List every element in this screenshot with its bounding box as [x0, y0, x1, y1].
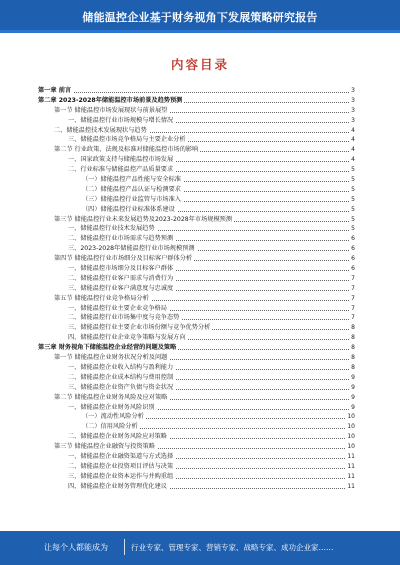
toc-entry-label: 第一节 储能温控市场发展现状与前景展望 — [54, 106, 168, 114]
toc-entry-label: 一、储能温控企业融资渠道与方式选择 — [68, 452, 174, 460]
toc-entry-page: 7 — [351, 274, 355, 282]
toc-entry-page: 7 — [351, 294, 355, 302]
toc-entry[interactable] — [38, 155, 355, 165]
toc-entry-page: 10 — [347, 443, 355, 451]
toc-entry[interactable] — [38, 96, 355, 106]
toc-entry-label: （三）储能温控行业监管与市场准入 — [82, 195, 181, 203]
toc-entry[interactable] — [38, 403, 355, 413]
toc-entry[interactable] — [38, 244, 355, 254]
toc-entry-page: 6 — [351, 235, 355, 243]
toc-entry-label: 三、储能温控行业主要企业市场份额与竞争优势分析 — [68, 324, 211, 332]
toc-entry-page: 5 — [351, 195, 355, 203]
toc-entry-label: 第二节 行业政策、法规及标准对储能温控市场的影响 — [54, 146, 199, 154]
toc-entry-label: 三、储能温控市场竞争格局与主要企业分析 — [68, 136, 186, 144]
toc-entry-page: 5 — [351, 176, 355, 184]
toc-entry-label: 第五节 储能温控行业竞争格局分析 — [54, 294, 149, 302]
toc-entry-label: 二、储能温控技术发展现状与趋势 — [54, 126, 147, 134]
toc-entry-page: 3 — [351, 116, 355, 124]
footer-divider — [124, 539, 125, 555]
toc-entry-label: 第二章 2023-2028年储能温控市场前景及趋势预测 — [38, 96, 183, 104]
toc-entry-label: 第三节 储能温控企业融资与投资策略 — [54, 443, 155, 451]
toc-entry-label: 一、储能温控行业主要企业竞争格局 — [68, 304, 167, 312]
toc-entry-label: 一、储能温控企业收入结构与盈利能力 — [68, 363, 174, 371]
toc-entry-page: 7 — [351, 314, 355, 322]
toc-entry-page: 8 — [351, 344, 355, 352]
toc-entry-page: 9 — [351, 393, 355, 401]
toc-entry-label: 一、国家政策支持与储能温控市场发展 — [68, 156, 174, 164]
toc-entry-page: 7 — [351, 304, 355, 312]
toc-entry[interactable] — [38, 393, 355, 403]
toc-entry[interactable] — [38, 462, 355, 472]
toc-entry[interactable] — [38, 116, 355, 126]
toc-entry[interactable] — [38, 294, 355, 304]
toc-entry[interactable] — [38, 135, 355, 145]
toc-entry-label: 第四节 储能温控行业市场细分及目标客户群体分析 — [54, 255, 193, 263]
toc-entry-label: 二、行业标准与储能温控产品质量要求 — [68, 166, 174, 174]
toc-entry-page: 9 — [351, 373, 355, 381]
toc-entry-page: 10 — [347, 423, 355, 431]
toc-entry-label: 一、储能温控市场细分及目标客户群体 — [68, 265, 174, 273]
toc-entry-page: 8 — [351, 334, 355, 342]
toc-entry-page: 11 — [347, 482, 355, 490]
toc-entry-label: 三、2023-2028年储能温控行业市场规模预测 — [68, 245, 195, 253]
toc-entry-page: 7 — [351, 284, 355, 292]
header-stripe — [0, 30, 400, 33]
toc-entry-page: 4 — [351, 156, 355, 164]
toc-entry-page: 6 — [351, 245, 355, 253]
report-footer — [0, 531, 400, 565]
toc-entry[interactable] — [38, 86, 355, 96]
toc-entry-page: 11 — [347, 462, 355, 470]
report-title: 储能温控企业基于财务视角下发展策略研究报告 — [82, 11, 318, 24]
toc-entry[interactable] — [38, 145, 355, 155]
toc-entry-label: 二、储能温控行业客户需求与消费行为 — [68, 274, 174, 282]
toc-entry[interactable] — [38, 185, 355, 195]
toc-entry[interactable] — [38, 126, 355, 136]
toc-entry[interactable] — [38, 333, 355, 343]
toc-entry[interactable] — [38, 215, 355, 225]
toc-entry[interactable] — [38, 313, 355, 323]
toc-entry-label: 三、储能温控行业客户满意度与忠诚度 — [68, 284, 174, 292]
toc-entry-page: 11 — [347, 452, 355, 460]
toc-entry-label: （四）储能温控行业标准体系建设 — [82, 205, 175, 213]
toc-entry[interactable] — [38, 422, 355, 432]
toc-entry-label: 二、储能温控行业市场需求与趋势预测 — [68, 235, 174, 243]
toc-entry[interactable] — [38, 224, 355, 234]
toc-entry[interactable] — [38, 482, 355, 492]
toc-entry-page: 5 — [351, 225, 355, 233]
toc-entry-page: 3 — [351, 96, 355, 104]
toc-entry[interactable] — [38, 363, 355, 373]
toc-entry-label: （二）储能温控产品认证与检测要求 — [82, 185, 181, 193]
toc-entry-page: 4 — [351, 136, 355, 144]
toc-entry-label: 四、储能温控行业企业竞争策略与发展方向 — [68, 334, 186, 342]
toc-entry-page: 9 — [351, 403, 355, 411]
toc-entry[interactable] — [38, 254, 355, 264]
toc-entry[interactable] — [38, 432, 355, 442]
toc-entry[interactable] — [38, 472, 355, 482]
toc-entry-label: 二、储能温控企业财务风险应对策略 — [68, 433, 167, 441]
toc-entry-page: 3 — [351, 106, 355, 114]
toc-entry-page: 5 — [351, 185, 355, 193]
toc-entry[interactable] — [38, 234, 355, 244]
toc-entry[interactable] — [38, 412, 355, 422]
toc-entry-page: 10 — [347, 433, 355, 441]
toc-entry[interactable] — [38, 373, 355, 383]
toc-entry[interactable] — [38, 284, 355, 294]
toc-entry-page: 8 — [351, 363, 355, 371]
toc-entry-label: 第三节 储能温控行业未来发展趋势及2023-2028年市场规模预测 — [54, 215, 233, 223]
toc-entry-label: 一、储能温控企业财务风险识别 — [68, 403, 155, 411]
toc-entry-page: 11 — [347, 472, 355, 480]
toc-entry-page: 5 — [351, 205, 355, 213]
toc-entry[interactable] — [38, 175, 355, 185]
toc-entry-page: 6 — [351, 255, 355, 263]
toc-entry-page: 9 — [351, 383, 355, 391]
toc-entry[interactable] — [38, 205, 355, 215]
toc-heading: 内容目录 — [170, 57, 229, 72]
toc-entry-page: 5 — [351, 166, 355, 174]
footer-slogan: 让每个人都能成为 — [44, 543, 108, 552]
toc-entry-page: 4 — [351, 126, 355, 134]
toc-entry-label: 第一章 前言 — [38, 87, 72, 94]
toc-entry-label: 三、储能温控企业资本运作与并购重组 — [68, 472, 174, 480]
table-of-contents — [38, 86, 355, 492]
toc-entry[interactable] — [38, 195, 355, 205]
toc-entry[interactable] — [38, 383, 355, 393]
toc-entry-label: 四、储能温控企业财务管理优化建议 — [68, 482, 167, 490]
toc-entry-label: （二）信用风险分析 — [82, 423, 138, 431]
toc-entry[interactable] — [38, 274, 355, 284]
toc-entry-page: 6 — [351, 265, 355, 273]
toc-entry-label: （一）流动性风险分析 — [82, 413, 144, 421]
toc-entry[interactable] — [38, 353, 355, 363]
toc-entry-label: 一、储能温控行业技术发展趋势 — [68, 225, 155, 233]
report-header — [0, 0, 400, 33]
toc-entry-label: （一）储能温控产品性能与安全标准 — [82, 176, 181, 184]
toc-entry-label: 二、储能温控企业成本结构与费用控制 — [68, 373, 174, 381]
toc-entry-page: 8 — [351, 324, 355, 332]
toc-entry-label: 第一节 储能温控企业财务状况分析及问题 — [54, 354, 168, 362]
toc-entry[interactable] — [38, 452, 355, 462]
toc-entry[interactable] — [38, 442, 355, 452]
toc-entry-label: 一、储能温控行业市场规模与增长情况 — [68, 116, 174, 124]
toc-entry-page: 3 — [351, 87, 355, 94]
toc-entry[interactable] — [38, 165, 355, 175]
toc-entry-label: 二、储能温控行业市场集中度与竞争态势 — [68, 314, 180, 322]
toc-entry[interactable] — [38, 106, 355, 116]
toc-entry-page: 8 — [351, 354, 355, 362]
toc-entry-label: 二、储能温控企业投资项目评估与决策 — [68, 462, 174, 470]
toc-entry-label: 第二节 储能温控企业财务风险及应对策略 — [54, 393, 168, 401]
toc-entry-page: 10 — [347, 413, 355, 421]
footer-tagline: 行业专家、管理专家、营销专家、战略专家、成功企业家…… — [131, 543, 334, 552]
toc-entry[interactable] — [38, 304, 355, 314]
toc-entry[interactable] — [38, 264, 355, 274]
toc-entry[interactable] — [38, 343, 355, 353]
toc-entry-page: 5 — [351, 215, 355, 223]
toc-entry-label: 三、储能温控企业资产负债与资金状况 — [68, 383, 174, 391]
toc-leader-dots — [38, 92, 349, 93]
toc-entry[interactable] — [38, 323, 355, 333]
toc-entry-label: 第三章 财务视角下储能温控企业经营的问题及策略 — [38, 344, 177, 352]
toc-entry-page: 4 — [351, 146, 355, 154]
